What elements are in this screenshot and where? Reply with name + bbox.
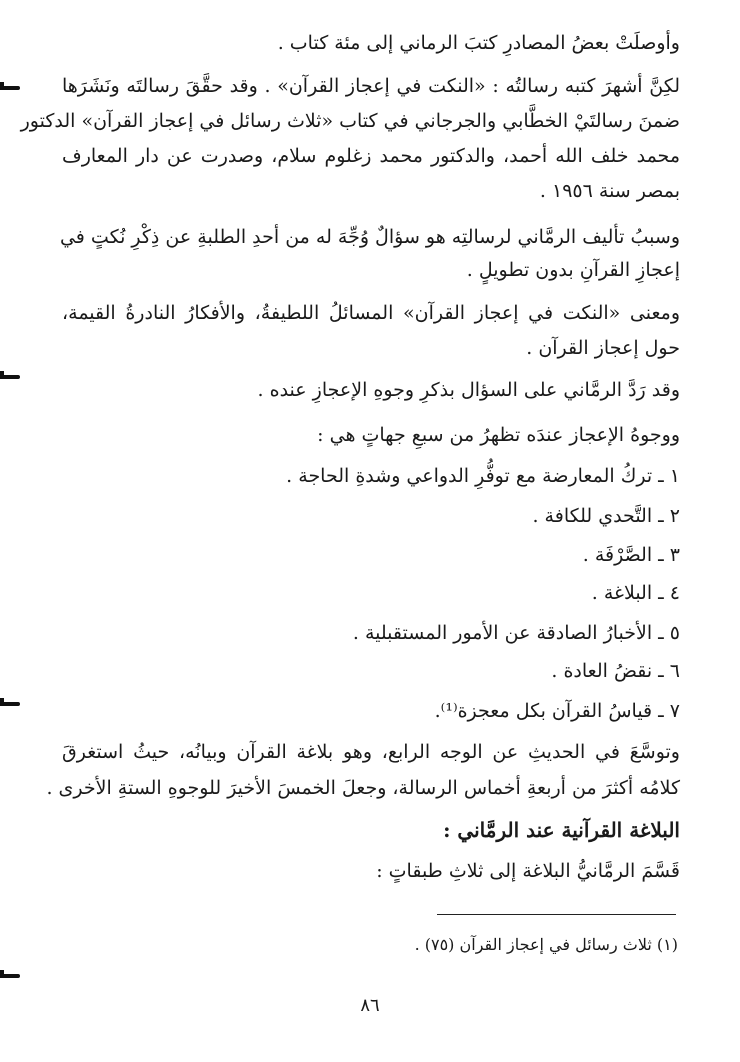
paragraph-2-line-4: بمصر سنة ١٩٥٦ . xyxy=(539,180,680,202)
list-item-3: ٣ ـ الصَّرْفَة . xyxy=(582,544,680,566)
section-intro: قَسَّمَ الرمَّانيُّ البلاغة إلى ثلاثِ طبقاتٍ : xyxy=(376,860,680,882)
paragraph-2-line-2: ضمنَ رسالتَيْ الخطَّابي والجرجاني في كتاب «ثلاث رسائل في إعجاز القرآن» الدكتور xyxy=(20,110,680,132)
paragraph-4-line-1: ومعنى «النكت في إعجاز القرآن» المسائلُ اللطيفةُ، والأفكارُ النادرةُ القيمة، xyxy=(62,302,680,324)
list-item-1: ١ ـ تركُ المعارضة مع توفُّرِ الدواعي وشدةِ الحاجة . xyxy=(286,465,680,487)
paragraph-4-line-2: حول إعجاز القرآن . xyxy=(526,337,680,359)
list-item-6: ٦ ـ نقضُ العادة . xyxy=(551,660,680,682)
closing-paragraph-line-1: وتوسَّعَ في الحديثِ عن الوجه الرابع، وهو بلاغة القرآن وبيانُه، حيثُ استغرقَ xyxy=(62,741,680,763)
paragraph-3-line-2: إعجازِ القرآنِ بدون تطويلٍ . xyxy=(466,259,680,281)
closing-paragraph-line-2: كلامُه أكثرَ من أربعةِ أخماس الرسالة، وجعلَ الخمسَ الأخيرَ للوجوهِ الستةِ الأخرى . xyxy=(46,777,680,799)
list-item-7: ٧ ـ قياسُ القرآن بكل معجزة⁽¹⁾. xyxy=(434,700,680,722)
footnote: (١) ثلاث رسائل في إعجاز القرآن (٧٥) . xyxy=(414,935,678,954)
paragraph-6-line-1: ووجوهُ الإعجاز عندَه تظهرُ من سبعِ جهاتٍ هي : xyxy=(317,424,680,446)
paragraph-5-line-1: وقد رَدَّ الرمَّاني على السؤال بذكرِ وجوهِ الإعجازِ عنده . xyxy=(257,379,680,401)
paragraph-2-line-3: محمد خلف الله أحمد، والدكتور محمد زغلوم سلام، وصدرت عن دار المعارف xyxy=(62,145,680,167)
paragraph-3-line-1: وسببُ تأليف الرمَّاني لرسالتِه هو سؤالٌ وُجِّهَ له من أحدِ الطلبةِ عن ذِكْرِ نُكتٍ في xyxy=(59,226,680,248)
paragraph-2-line-1: لكِنَّ أشهرَ كتبه رسالتُه : «النكت في إعجاز القرآن» . وقد حقَّقَ رسالتَه ونَشَرَها xyxy=(62,75,680,97)
list-item-4: ٤ ـ البلاغة . xyxy=(591,582,680,604)
footnote-divider xyxy=(437,914,676,915)
list-item-2: ٢ ـ التَّحدي للكافة . xyxy=(532,505,680,527)
paragraph-1-line-1: وأوصلَتْ بعضُ المصادرِ كتبَ الرماني إلى مئة كتاب . xyxy=(277,32,680,54)
scan-margin-mark xyxy=(0,702,20,706)
scan-margin-mark xyxy=(0,86,20,90)
section-heading: البلاغة القرآنية عند الرمَّاني : xyxy=(443,818,680,842)
scan-margin-mark xyxy=(0,974,20,978)
scan-margin-mark xyxy=(0,375,20,379)
page-number: ٨٦ xyxy=(360,995,380,1016)
list-item-5: ٥ ـ الأخبارُ الصادقة عن الأمور المستقبلية . xyxy=(352,622,680,644)
